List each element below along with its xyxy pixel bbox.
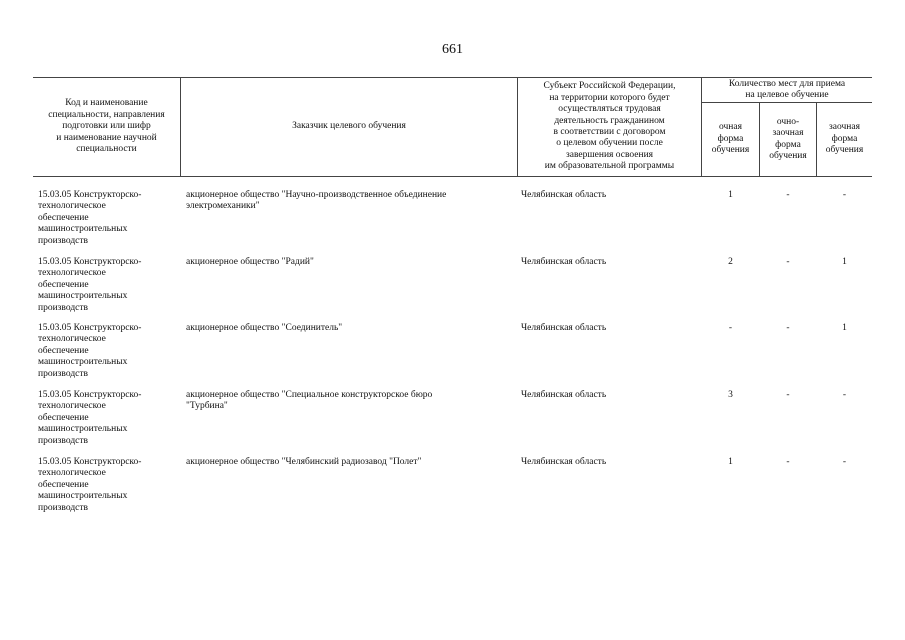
row-specialty: 15.03.05 Конструкторско- технологическое обеспечение машиностроительных производств <box>38 323 142 379</box>
row-customer: акционерное общество "Специальное конструкторское бюро "Турбина" <box>186 390 433 412</box>
row-distance: - <box>842 457 847 467</box>
row-full-time: 2 <box>728 257 733 267</box>
header-region: Субъект Российской Федерации, на территории которого будет осуществляться трудовая деятельность гражданином в соответствии с договором о целевом обучении после завершения освоения им образовательной программы <box>543 81 676 172</box>
row-distance: - <box>842 390 847 400</box>
header-bottom-border <box>33 176 872 177</box>
row-region: Челябинская область <box>521 190 607 200</box>
row-specialty: 15.03.05 Конструкторско- технологическое обеспечение машиностроительных производств <box>38 457 142 513</box>
row-region: Челябинская область <box>521 323 607 333</box>
row-part-time: - <box>786 390 790 400</box>
header-specialty: Код и наименование специальности, направления подготовки или шифр и наименование научной специальности <box>48 98 165 155</box>
page-number: 661 <box>442 42 463 57</box>
header-places: Количество мест для приема на целевое обучение <box>728 78 846 100</box>
row-full-time: - <box>728 323 733 333</box>
header-part-time: очно- заочная форма обучения <box>769 116 807 161</box>
row-part-time: - <box>786 457 790 467</box>
row-full-time: 1 <box>728 457 733 467</box>
row-distance: - <box>842 190 847 200</box>
row-specialty: 15.03.05 Конструкторско- технологическое обеспечение машиностроительных производств <box>38 190 142 246</box>
row-specialty: 15.03.05 Конструкторско- технологическое обеспечение машиностроительных производств <box>38 390 142 446</box>
row-customer: акционерное общество "Соединитель" <box>186 323 343 333</box>
row-part-time: - <box>786 190 790 200</box>
row-distance: 1 <box>842 257 847 267</box>
row-region: Челябинская область <box>521 457 607 467</box>
row-region: Челябинская область <box>521 257 607 267</box>
row-region: Челябинская область <box>521 390 607 400</box>
row-distance: 1 <box>842 323 847 333</box>
row-part-time: - <box>786 323 790 333</box>
row-part-time: - <box>786 257 790 267</box>
row-specialty: 15.03.05 Конструкторско- технологическое обеспечение машиностроительных производств <box>38 257 142 313</box>
row-customer: акционерное общество "Научно-производственное объединение электромеханики" <box>186 190 447 212</box>
row-customer: акционерное общество "Радий" <box>186 257 314 267</box>
row-full-time: 1 <box>728 190 733 200</box>
header-distance: заочная форма обучения <box>825 122 864 156</box>
header-customer: Заказчик целевого обучения <box>292 121 406 132</box>
header-full-time: очная форма обучения <box>711 122 750 156</box>
row-customer: акционерное общество "Челябинский радиозавод "Полет" <box>186 457 422 467</box>
row-full-time: 3 <box>728 390 733 400</box>
